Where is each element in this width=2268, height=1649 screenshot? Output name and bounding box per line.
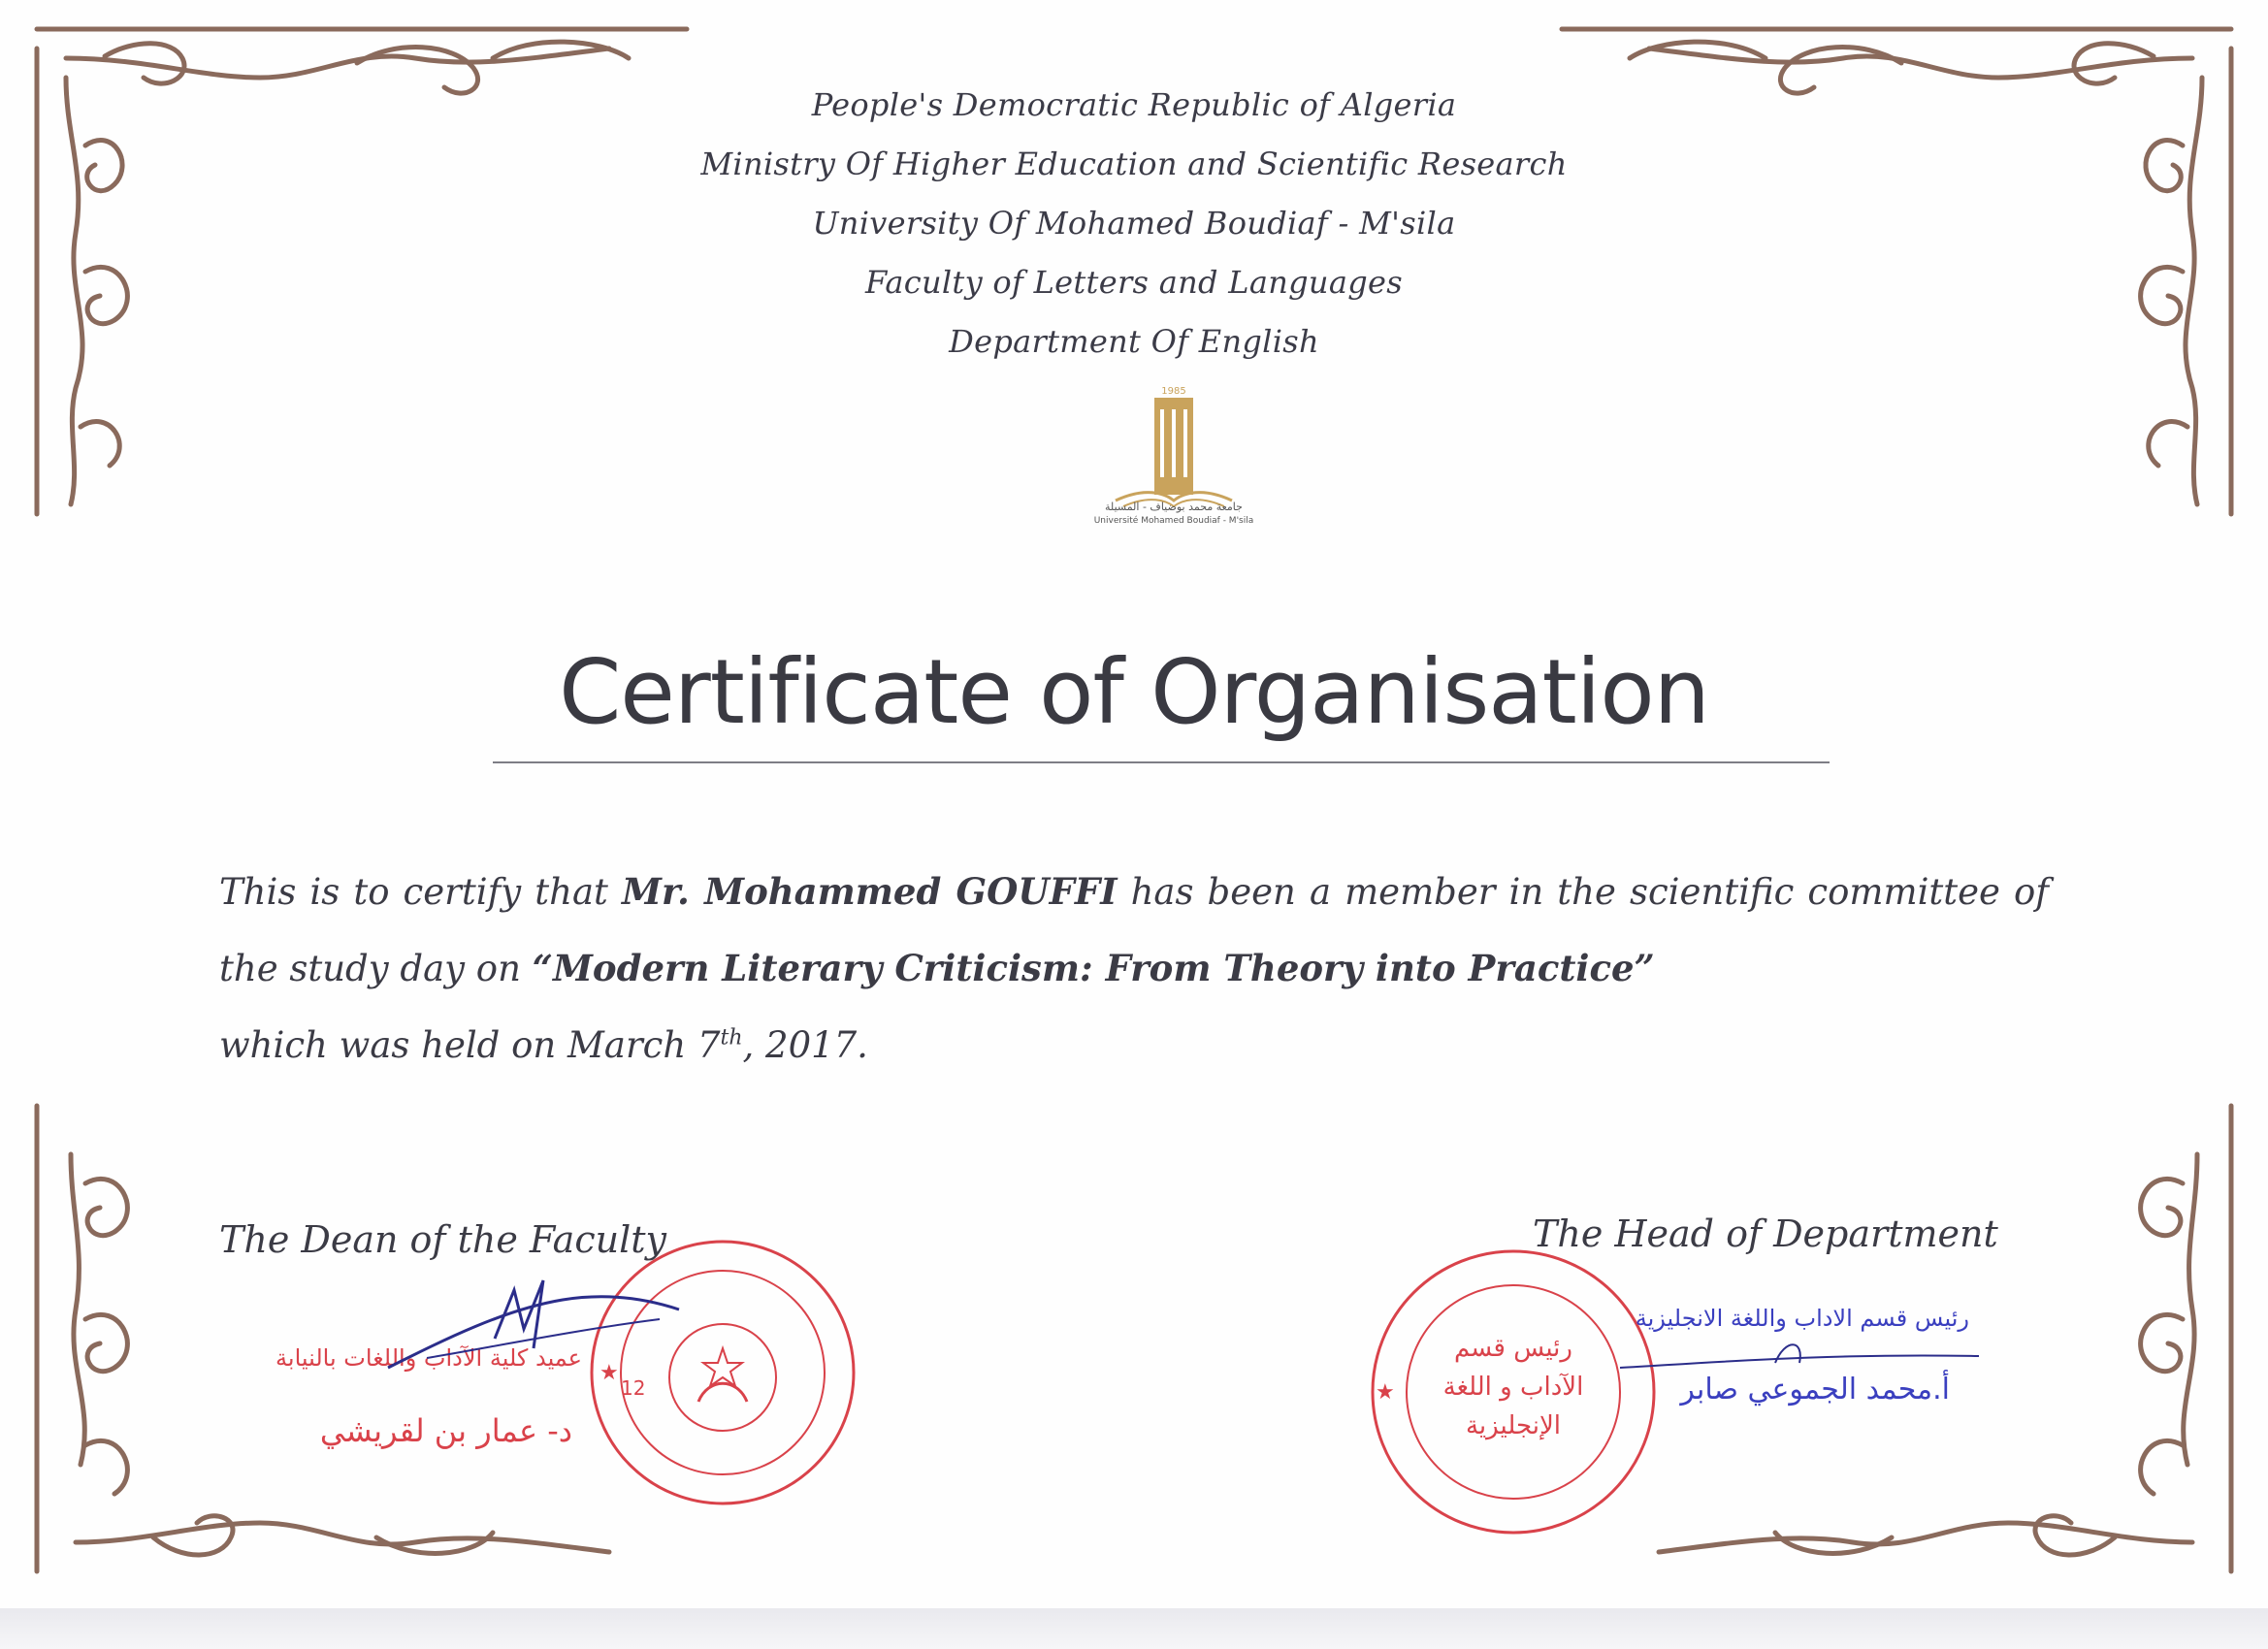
svg-text:★: ★ (599, 1361, 619, 1385)
head-signature (1610, 1329, 1998, 1387)
svg-text:★: ★ (1376, 1380, 1395, 1405)
event-title: “Modern Literary Criticism: From Theory into Practice” (532, 947, 1655, 989)
certificate-title: Certificate of Organisation (559, 640, 1709, 744)
dean-stamp-title: عميد كلية الآداب واللغات بالنيابة (275, 1344, 582, 1372)
body-intro: This is to certify that (219, 871, 608, 913)
header-ministry: Ministry Of Higher Education and Scientific Research (700, 146, 1568, 182)
logo-caption (1086, 501, 1261, 528)
held-date-sup: th (720, 1025, 743, 1051)
body-middle: has been a member in the scientific committee of the study day on (219, 871, 2050, 989)
dean-stamp-name: د- عمار بن لقريشي (319, 1412, 572, 1449)
head-stamp-title: رئيس قسم الاداب واللغة الانجليزية (1635, 1305, 1969, 1332)
title-underline (493, 761, 1830, 763)
held-date-prefix: which was held on March 7 (219, 1024, 721, 1066)
header-block (0, 76, 2268, 372)
logo-caption-arabic: جامعة محمد بوضياف - المسيلة (1105, 501, 1243, 513)
header-department: Department Of English (949, 323, 1319, 360)
head-seal-text: رئيس قسم الآداب و اللغة الإنجليزية (1442, 1334, 1584, 1440)
recipient-name: Mr. Mohammed GOUFFI (621, 870, 1118, 913)
header-country: People's Democratic Republic of Algeria (811, 86, 1457, 123)
dean-signature (369, 1271, 698, 1387)
head-label: The Head of Department (1533, 1212, 1998, 1255)
dean-seal-number-left: 12 (621, 1376, 646, 1400)
held-date-suffix: , 2017. (742, 1024, 868, 1066)
header-university: University Of Mohamed Boudiaf - M'sila (812, 205, 1456, 242)
certificate-body (219, 854, 2049, 1083)
header-faculty: Faculty of Letters and Languages (865, 264, 1403, 301)
scan-edge (0, 1608, 2268, 1649)
head-stamp-name: أ.محمد الجموعي صابر (1680, 1373, 1950, 1406)
dean-label: The Dean of the Faculty (219, 1218, 666, 1261)
logo-year: 1985 (1161, 386, 1186, 397)
logo-caption-latin: Université Mohamed Boudiaf - M'sila (1093, 516, 1254, 526)
